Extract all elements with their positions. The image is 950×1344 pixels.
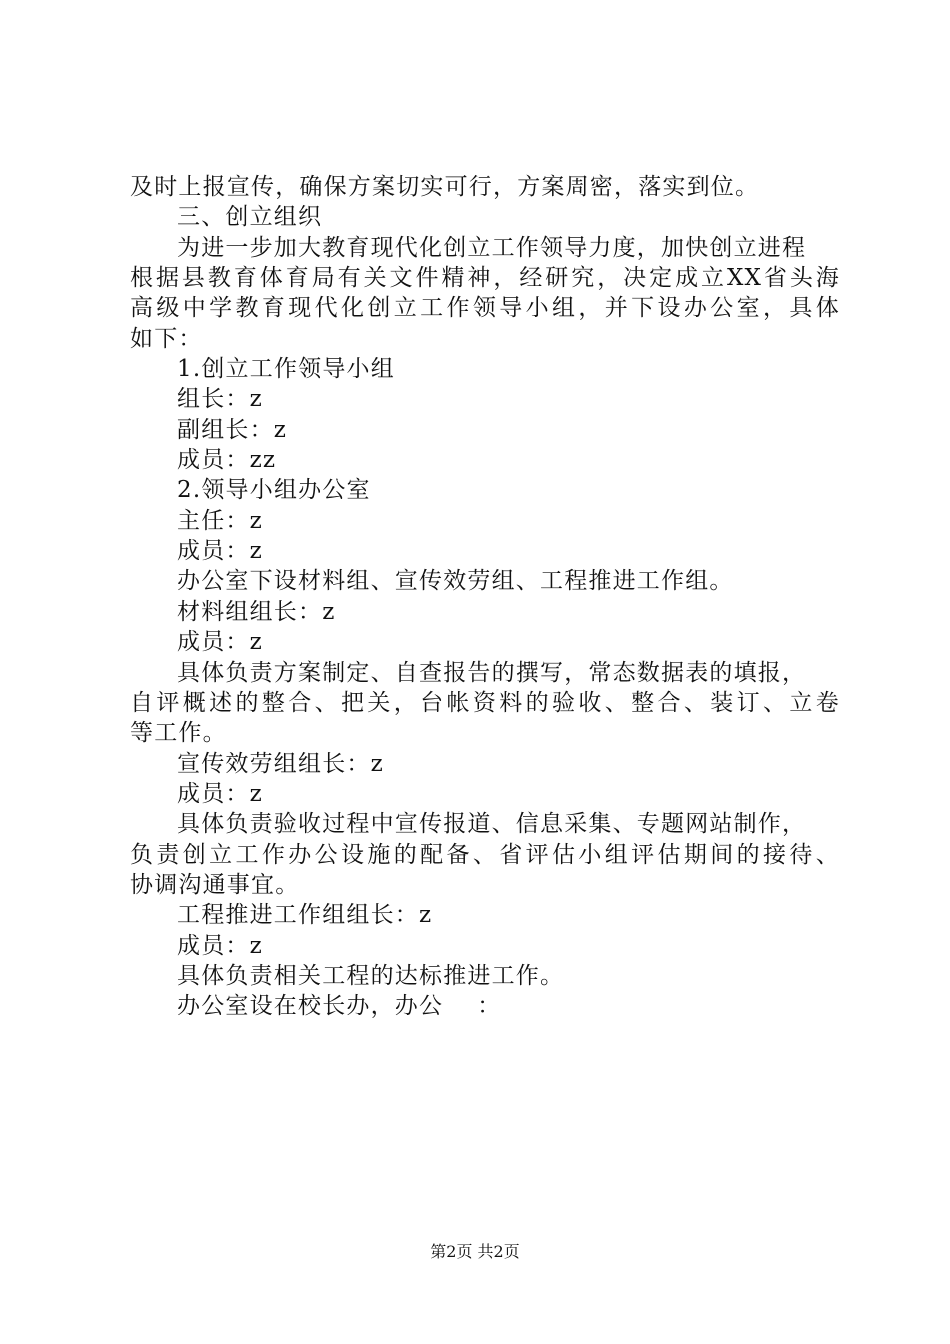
text-line: 成员：z [177, 629, 263, 656]
text-line: 如下： [130, 325, 203, 352]
subsection-heading: 1.创立工作领导小组 [177, 356, 395, 383]
text-line: 成员：z [177, 780, 263, 807]
text-line: 办公室下设材料组、宣传效劳组、工程推进工作组。 [177, 568, 734, 595]
text-line: 成员：z [177, 538, 263, 565]
text-line: 材料组组长：z [177, 598, 336, 625]
text-line: 成员：zz [177, 447, 277, 474]
text-line: 负责创立工作办公设施的配备、省评估小组评估期间的接待、 [130, 841, 840, 868]
subsection-heading: 2.领导小组办公室 [177, 477, 371, 504]
text-line: 主任：z [177, 507, 263, 534]
section-heading: 三、创立组织 [177, 204, 323, 231]
page-number-footer: 第2页 共2页 [430, 1242, 520, 1261]
text-line: 自评概述的整合、把关，台帐资料的验收、整合、装订、立卷 [130, 689, 840, 716]
text-line: 等工作。 [130, 720, 227, 747]
text-line: 根据县教育体育局有关文件精神，经研究，决定成立XX省头海 [130, 265, 840, 292]
text-line: 具体负责方案制定、自查报告的撰写，常态数据表的填报， [177, 659, 807, 686]
text-line: 高级中学教育现代化创立工作领导小组，并下设办公室，具体 [130, 295, 840, 322]
text-line: 办公室设在校长办，办公 ： [177, 993, 502, 1020]
document-body [130, 172, 840, 1022]
text-line: 为进一步加大教育现代化创立工作领导力度，加快创立进程 [177, 234, 807, 261]
text-line: 副组长：z [177, 416, 288, 443]
text-line: 具体负责相关工程的达标推进工作。 [177, 962, 565, 989]
text-line: 工程推进工作组组长：z [177, 902, 433, 929]
text-line: 及时上报宣传，确保方案切实可行，方案周密，落实到位。 [130, 174, 760, 200]
text-line: 组长：z [177, 386, 263, 413]
text-line: 成员：z [177, 932, 263, 959]
text-line: 协调沟通事宜。 [130, 871, 300, 898]
text-line: 宣传效劳组组长：z [177, 750, 384, 777]
text-line: 具体负责验收过程中宣传报道、信息采集、专题网站制作， [177, 811, 807, 838]
